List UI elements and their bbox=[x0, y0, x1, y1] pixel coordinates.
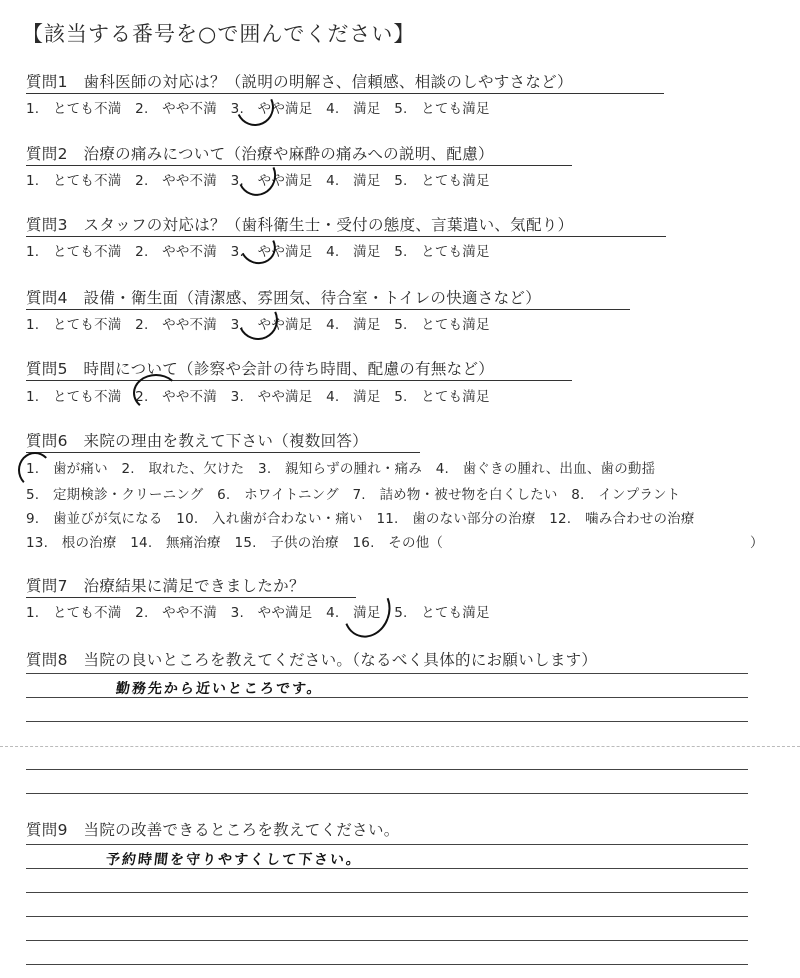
question-7-options[interactable]: 1. とても不満 2. やや不満 3. やや満足 4. 満足 5. とても満足 bbox=[26, 605, 490, 621]
question-1-options[interactable]: 1. とても不満 2. やや不満 3. やや満足 4. 満足 5. とても満足 bbox=[26, 101, 490, 117]
answer-9-rule-5 bbox=[26, 940, 748, 941]
question-6-options-row-2[interactable]: 5. 定期検診・クリーニング 6. ホワイトニング 7. 詰め物・被せ物を白くしたい 8. インプラント bbox=[26, 487, 681, 503]
question-5-options[interactable]: 1. とても不満 2. やや不満 3. やや満足 4. 満足 5. とても満足 bbox=[26, 389, 490, 405]
question-6-options-row-4[interactable]: 13. 根の治療 14. 無痛治療 15. 子供の治療 16. その他（ bbox=[26, 535, 444, 551]
question-1-label: 質問1 歯科医師の対応は？（説明の明解さ、信頼感、相談のしやすさなど） bbox=[26, 73, 573, 91]
answer-9-rule-1 bbox=[26, 844, 748, 845]
question-7-selection-circle bbox=[336, 578, 398, 644]
answer-9-rule-4 bbox=[26, 916, 748, 917]
answer-9-rule-2 bbox=[26, 868, 748, 869]
answer-8-rule-2 bbox=[26, 697, 748, 698]
question-3-label: 質問3 スタッフの対応は？（歯科衛生士・受付の態度、言葉遣い、気配り） bbox=[26, 216, 574, 234]
answer-8-rule-3 bbox=[26, 721, 748, 722]
question-6-other-close-paren: ） bbox=[750, 535, 764, 551]
question-6-options-row-3[interactable]: 9. 歯並びが気になる 10. 入れ歯が合わない・痛い 11. 歯のない部分の治療 12. 噛み合わせの治療 bbox=[26, 511, 695, 527]
question-5-underline bbox=[26, 380, 572, 381]
question-4-options[interactable]: 1. とても不満 2. やや不満 3. やや満足 4. 満足 5. とても満足 bbox=[26, 317, 490, 333]
question-3-underline bbox=[26, 236, 666, 237]
answer-9-rule-3 bbox=[26, 892, 748, 893]
answer-8-rule-1 bbox=[26, 673, 748, 674]
question-2-underline bbox=[26, 165, 572, 166]
question-9-label: 質問9 当院の改善できるところを教えてください。 bbox=[26, 821, 400, 839]
answer-9-rule-6 bbox=[26, 964, 748, 965]
question-6-label: 質問6 来院の理由を教えて下さい（複数回答） bbox=[26, 432, 368, 450]
question-6-options-row-1[interactable]: 1. 歯が痛い 2. 取れた、欠けた 3. 親知らずの腫れ・痛み 4. 歯ぐきの腫れ、出血、歯の動揺 bbox=[26, 461, 656, 477]
answer-8-rule-5 bbox=[26, 793, 748, 794]
question-4-underline bbox=[26, 309, 630, 310]
question-2-options[interactable]: 1. とても不満 2. やや不満 3. やや満足 4. 満足 5. とても満足 bbox=[26, 173, 490, 189]
question-3-options[interactable]: 1. とても不満 2. やや不満 3. やや満足 4. 満足 5. とても満足 bbox=[26, 244, 490, 260]
fold-line bbox=[0, 746, 800, 747]
question-6-underline bbox=[26, 452, 420, 453]
question-8-label: 質問8 当院の良いところを教えてください。（なるべく具体的にお願いします） bbox=[26, 651, 598, 669]
question-7-label: 質問7 治療結果に満足できましたか？ bbox=[26, 577, 305, 595]
question-5-label: 質問5 時間について（診察や会計の待ち時間、配慮の有無など） bbox=[26, 360, 495, 378]
question-8-handwritten-answer[interactable]: 勤務先から近いところです。 bbox=[115, 681, 324, 697]
question-2-label: 質問2 治療の痛みについて（治療や麻酔の痛みへの説明、配慮） bbox=[26, 145, 494, 163]
question-9-handwritten-answer[interactable]: 予約時間を守りやすくして下さい。 bbox=[105, 852, 363, 868]
answer-8-rule-4 bbox=[26, 769, 748, 770]
question-5-selection-circle bbox=[133, 374, 179, 412]
form-title: 【該当する番号を○で囲んでください】 bbox=[22, 22, 416, 46]
question-4-label: 質問4 設備・衛生面（清潔感、雰囲気、待合室・トイレの快適さなど） bbox=[26, 289, 541, 307]
question-1-underline bbox=[26, 93, 664, 94]
question-7-underline bbox=[26, 597, 356, 598]
